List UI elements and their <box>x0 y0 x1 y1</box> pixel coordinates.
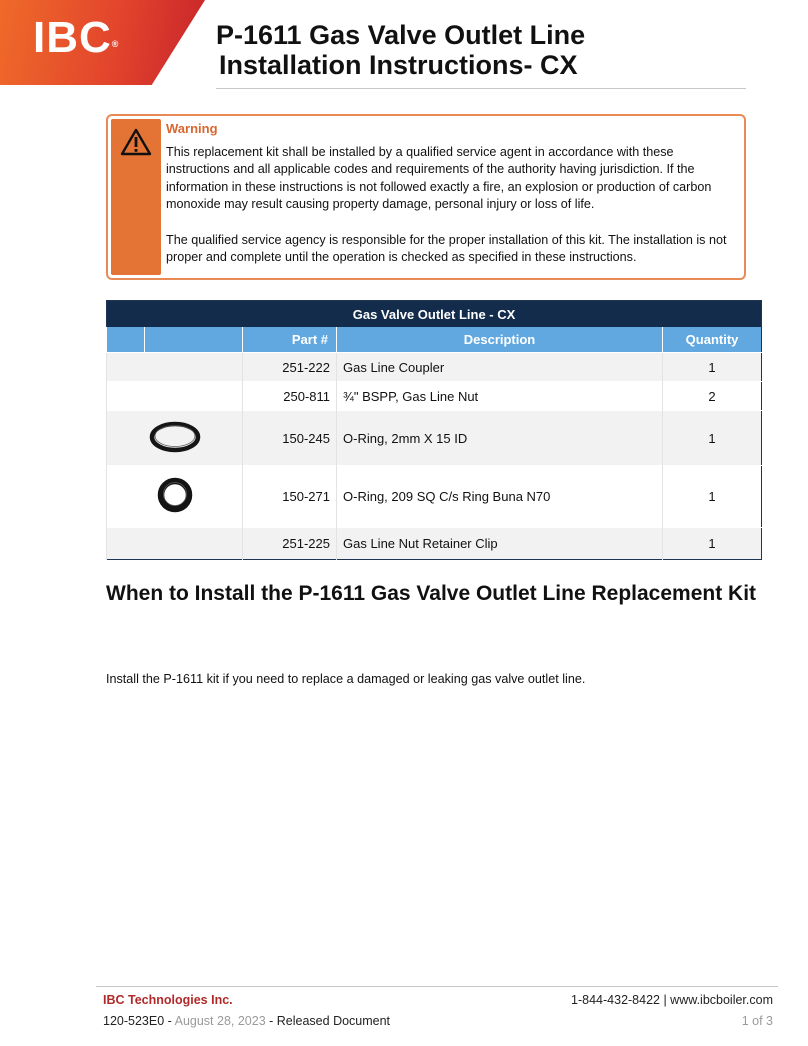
warning-box <box>106 114 746 280</box>
table-row <box>107 411 762 466</box>
o-ring-thick-icon <box>155 475 195 515</box>
ibc-logo <box>33 12 119 64</box>
warning-paragraph-2: The qualified service agency is responsible for the proper installation of this kit. The installation is not proper and complete until the operation is checked as specified in these instructions. <box>166 232 727 264</box>
doc-date: August 28, 2023 <box>174 1014 266 1028</box>
part-image <box>107 411 243 466</box>
header-part-number: Part # <box>243 327 337 353</box>
logo-text: IBC <box>33 13 112 62</box>
part-description: Gas Line Coupler <box>337 353 663 382</box>
parts-table <box>106 300 762 560</box>
part-quantity: 1 <box>663 411 762 466</box>
part-quantity: 1 <box>663 528 762 560</box>
part-description: ¾" BSPP, Gas Line Nut <box>337 382 663 411</box>
part-image <box>107 353 243 382</box>
part-description: Gas Line Nut Retainer Clip <box>337 528 663 560</box>
table-row <box>107 466 762 528</box>
doc-status: - Released Document <box>269 1014 391 1028</box>
part-image <box>107 382 243 411</box>
table-title: Gas Valve Outlet Line - CX <box>107 301 762 328</box>
section-body: Install the P-1611 kit if you need to replace a damaged or leaking gas valve outlet line. <box>106 672 586 686</box>
header-image <box>145 327 243 353</box>
warning-bar <box>111 119 161 275</box>
table-row <box>107 528 762 560</box>
footer-divider <box>96 986 778 987</box>
table-row <box>107 382 762 411</box>
part-description: O-Ring, 209 SQ C/s Ring Buna N70 <box>337 466 663 528</box>
registered-mark: ® <box>111 39 120 49</box>
title-line-1: P-1611 Gas Valve Outlet Line <box>216 20 586 50</box>
warning-paragraph-1: This replacement kit shall be installed by a qualified service agent in accordance with these instructions and all applicable codes and requirements of the authority having jurisdiction. If the information in these instructions is not followed exactly a fire, an explosion or production of carbon monoxide may result causing property damage, personal injury or loss of life. <box>166 144 712 211</box>
title-line-2: Installation Instructions- CX <box>219 50 578 80</box>
table-header-row <box>107 327 762 353</box>
header-description: Description <box>337 327 663 353</box>
warning-heading: Warning <box>166 121 218 136</box>
o-ring-thin-icon <box>148 420 202 454</box>
part-image <box>107 528 243 560</box>
part-image <box>107 466 243 528</box>
doc-number: 120-523E0 - <box>103 1014 172 1028</box>
title-divider <box>216 88 746 89</box>
part-description: O-Ring, 2mm X 15 ID <box>337 411 663 466</box>
page-number: 1 of 3 <box>741 1014 773 1028</box>
part-quantity: 1 <box>663 353 762 382</box>
header-quantity: Quantity <box>663 327 762 353</box>
warning-content <box>166 120 734 267</box>
section-heading: When to Install the P-1611 Gas Valve Outlet Line Replacement Kit <box>106 582 757 605</box>
part-number: 150-245 <box>243 411 337 466</box>
part-number: 150-271 <box>243 466 337 528</box>
part-number: 250-811 <box>243 382 337 411</box>
warning-triangle-icon <box>119 127 153 157</box>
header-blank-1 <box>107 327 145 353</box>
footer-company: IBC Technologies Inc. <box>103 993 233 1007</box>
part-quantity: 2 <box>663 382 762 411</box>
table-row <box>107 353 762 382</box>
part-number: 251-225 <box>243 528 337 560</box>
part-number: 251-222 <box>243 353 337 382</box>
footer-document-info <box>103 1014 390 1028</box>
footer-contact: 1-844-432-8422 | www.ibcboiler.com <box>571 993 773 1007</box>
part-quantity: 1 <box>663 466 762 528</box>
document-title <box>216 20 585 80</box>
